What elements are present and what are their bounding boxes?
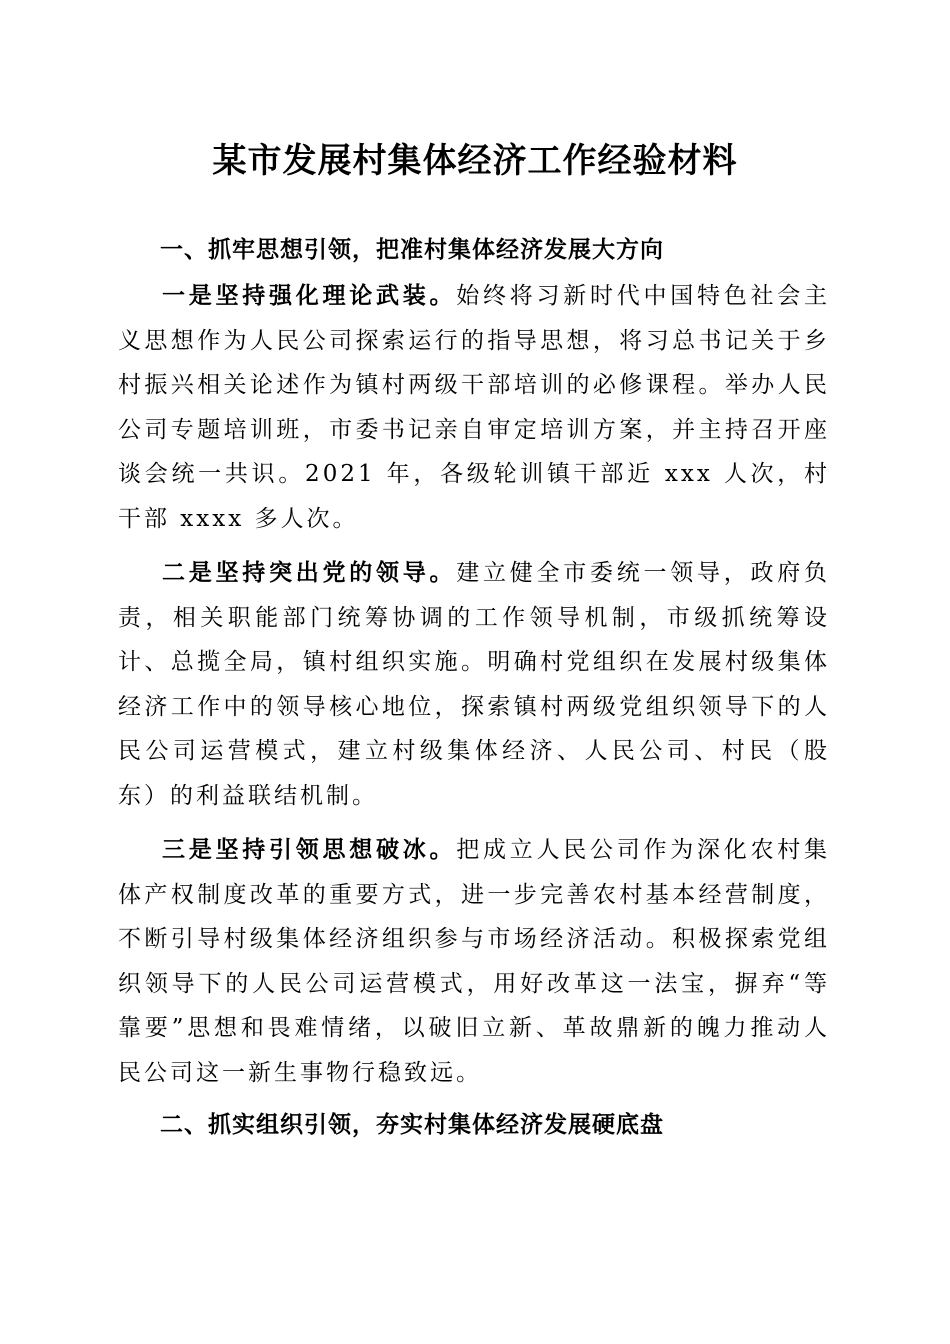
section-heading-2: 二、抓实组织引领，夯实村集体经济发展硬底盘 [160,1112,664,1138]
section-heading-1: 一、抓牢思想引领，把准村集体经济发展大方向 [160,237,664,263]
paragraph-3-text: 把成立人民公司作为深化农村集体产权制度改革的重要方式，进一步完善农村基本经营制度，不断引导村级集体经济组织参与市场经济活动。积极探索党组织领导下的人民公司运营模式，用好改革这一法宝，摒弃“等靠要”思想和畏难情绪，以破旧立新、革故鼎新的魄力推动人民公司这一新生事物行稳致远。 [118,837,830,1086]
paragraph-1-lead: 一是坚持强化理论武装。 [162,283,457,309]
paragraph-2 [118,551,830,818]
paragraph-2-text: 建立健全市委统一领导，政府负责，相关职能部门统筹协调的工作领导机制，市级抓统筹设计、总揽全局，镇村组织实施。明确村党组织在发展村级集体经济工作中的领导核心地位，探索镇村两级党组织领导下的人民公司运营模式，建立村级集体经济、人民公司、村民（股东）的利益联结机制。 [118,560,830,809]
paragraph-3 [118,828,830,1095]
paragraph-2-lead: 二是坚持突出党的领导。 [162,560,457,586]
paragraph-1 [118,274,830,541]
document-title: 某市发展村集体经济工作经验材料 [212,141,738,181]
paragraph-1-text: 始终将习新时代中国特色社会主义思想作为人民公司探索运行的指导思想，将习总书记关于乡村振兴相关论述作为镇村两级干部培训的必修课程。举办人民公司专题培训班，市委书记亲自审定培训方案，并主持召开座谈会统一共识。2021 年，各级轮训镇干部近 xxx 人次，村干部 xxxx 多人次。 [118,283,830,532]
paragraph-3-lead: 三是坚持引领思想破冰。 [162,837,457,863]
document-body [118,226,830,1149]
